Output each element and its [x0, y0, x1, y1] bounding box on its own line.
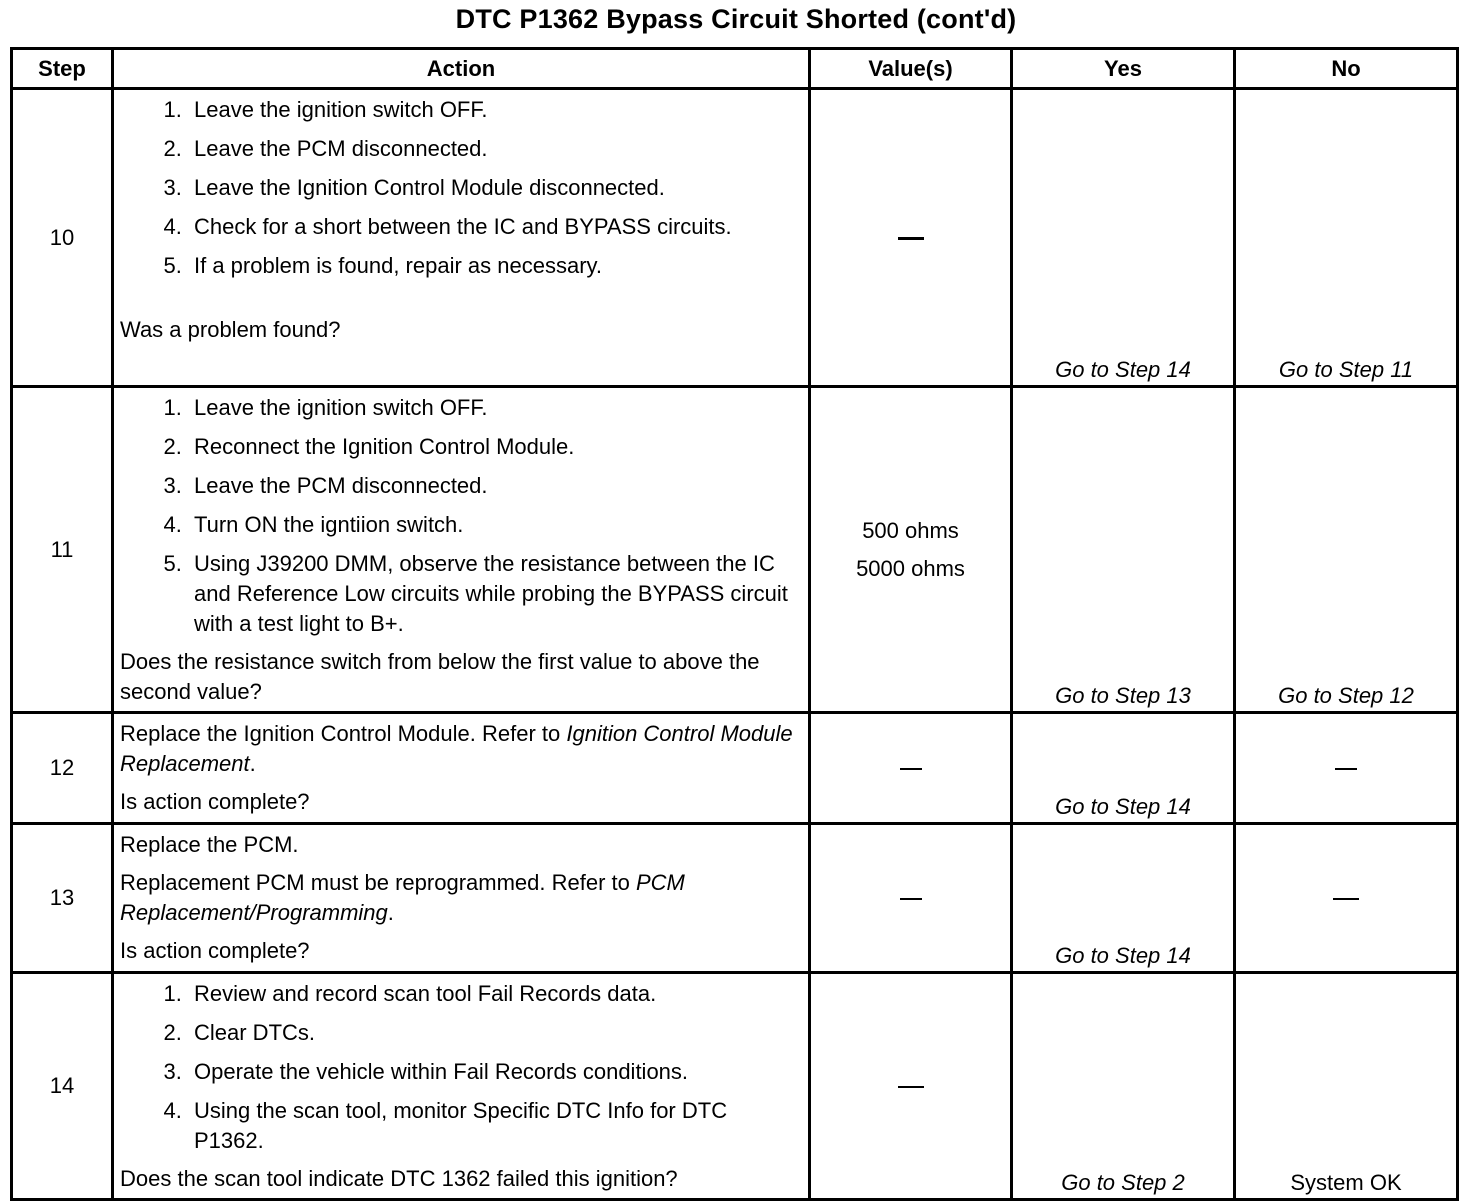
action-cell [113, 713, 810, 824]
list-item: 3. Operate the vehicle within Fail Records conditions. [188, 1057, 800, 1087]
list-item: 2. Clear DTCs. [188, 1018, 800, 1048]
header-row [12, 49, 1458, 89]
list-item: 1. Leave the ignition switch OFF. [188, 95, 800, 125]
value-cell [810, 89, 1012, 387]
list-item: 5. Using J39200 DMM, observe the resistance between the IC and Reference Low circuits while probing the BYPASS circuit with a test light to B+. [188, 549, 800, 639]
step-number: 14 [12, 973, 113, 1200]
list-item: 5. If a problem is found, repair as necessary. [188, 251, 800, 281]
action-cell [113, 89, 810, 387]
value-text: 5000 ohms [856, 555, 965, 581]
action-text-end: . [387, 900, 394, 925]
dash-mark [898, 237, 924, 240]
no-cell [1235, 713, 1458, 824]
action-text-plain: Replace the Ignition Control Module. Refer to [120, 721, 567, 746]
yes-cell: Go to Step 14 [1012, 89, 1235, 387]
header-yes: Yes [1012, 49, 1235, 89]
dash-mark [900, 768, 922, 770]
page-title: DTC P1362 Bypass Circuit Shorted (cont'd) [455, 4, 1017, 34]
no-cell: Go to Step 12 [1235, 387, 1458, 713]
dash-mark [898, 1086, 924, 1088]
list-item: 1. Review and record scan tool Fail Records data. [188, 979, 800, 1009]
table-row-step-14 [12, 973, 1458, 1200]
yes-cell: Go to Step 14 [1012, 713, 1235, 824]
action-cell [113, 824, 810, 973]
table-row-step-11 [12, 387, 1458, 713]
header-no: No [1235, 49, 1458, 89]
action-list [120, 393, 800, 639]
list-item: 2. Leave the PCM disconnected. [188, 134, 800, 164]
action-cell [113, 387, 810, 713]
action-text [120, 719, 800, 779]
table-row-step-13 [12, 824, 1458, 973]
header-values: Value(s) [810, 49, 1012, 89]
no-cell: System OK [1235, 973, 1458, 1200]
list-item: 3. Leave the Ignition Control Module disconnected. [188, 173, 800, 203]
list-item: 1. Leave the ignition switch OFF. [188, 393, 800, 423]
action-text: Replace the PCM. [120, 832, 299, 857]
no-cell: Go to Step 11 [1235, 89, 1458, 387]
action-list [120, 979, 800, 1156]
dash-mark [900, 898, 922, 900]
value-cell [810, 973, 1012, 1200]
reference-text: Ignition Control Module Replacement [120, 721, 793, 776]
action-text-end: . [249, 751, 256, 776]
question-text: Was a problem found? [120, 317, 341, 342]
header-step: Step [12, 49, 113, 89]
value-cell [810, 713, 1012, 824]
reference-text: PCM Replacement/Programming [120, 870, 685, 925]
dash-mark [1333, 898, 1359, 900]
step-number: 10 [12, 89, 113, 387]
dash-mark [1335, 768, 1357, 770]
action-text-plain: Replacement PCM must be reprogrammed. Refer to [120, 870, 636, 895]
question-text: Is action complete? [120, 938, 310, 963]
yes-cell: Go to Step 2 [1012, 973, 1235, 1200]
no-cell [1235, 824, 1458, 973]
list-item: 4. Using the scan tool, monitor Specific DTC Info for DTC P1362. [188, 1096, 800, 1156]
list-item: 3. Leave the PCM disconnected. [188, 471, 800, 501]
action-text [120, 868, 800, 928]
value-text: 500 ohms [862, 517, 959, 543]
step-number: 13 [12, 824, 113, 973]
value-cell [810, 387, 1012, 713]
step-number: 12 [12, 713, 113, 824]
diagnostic-table [10, 47, 1459, 1201]
question-text: Does the resistance switch from below the first value to above the second value? [120, 649, 760, 704]
action-list [120, 95, 800, 281]
table-row-step-12 [12, 713, 1458, 824]
question-text: Is action complete? [120, 789, 310, 814]
header-action: Action [113, 49, 810, 89]
value-cell [810, 824, 1012, 973]
list-item: 4. Check for a short between the IC and BYPASS circuits. [188, 212, 800, 242]
table-row-step-10 [12, 89, 1458, 387]
list-item: 2. Reconnect the Ignition Control Module. [188, 432, 800, 462]
step-number: 11 [12, 387, 113, 713]
action-cell [113, 973, 810, 1200]
question-text: Does the scan tool indicate DTC 1362 failed this ignition? [120, 1166, 678, 1191]
yes-cell: Go to Step 14 [1012, 824, 1235, 973]
list-item: 4. Turn ON the igntiion switch. [188, 510, 800, 540]
yes-cell: Go to Step 13 [1012, 387, 1235, 713]
